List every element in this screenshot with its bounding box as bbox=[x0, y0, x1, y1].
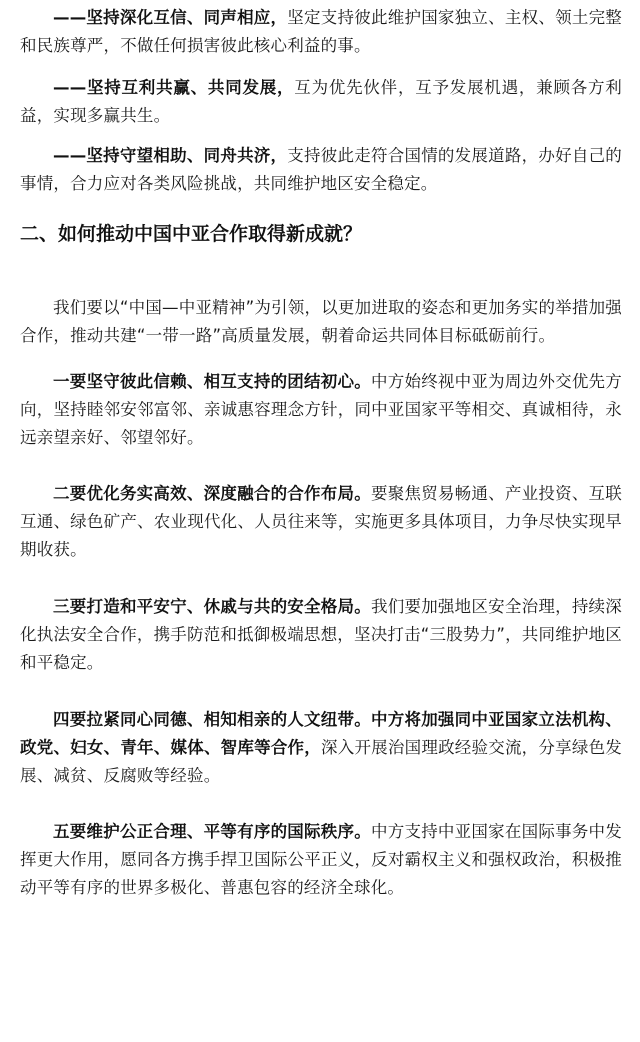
principle-paragraph-2 bbox=[20, 74, 622, 130]
principle-body-3: 支持彼此走符合国情的发展道路，办好自己的事情，合力应对各类风险挑战，共同维护地区安全稳定。 bbox=[20, 146, 623, 193]
measure-body-2: 要聚焦贸易畅通、产业投资、互联互通、绿色矿产、农业现代化、人员往来等，实施更多具体项目，力争尽快实现早期收获。 bbox=[20, 484, 622, 559]
principle-lead-2: ——坚持互利共赢、共同发展， bbox=[53, 78, 295, 97]
measure-body-4: 深入开展治国理政经验交流，分享绿色发展、减贫、反腐败等经验。 bbox=[20, 738, 622, 785]
measure-paragraph-3 bbox=[20, 593, 622, 677]
measure-body-1: 中方始终视中亚为周边外交优先方向，坚持睦邻安邻富邻、亲诚惠容理念方针，同中亚国家平等相交、真诚相待，永远亲望亲好、邻望邻好。 bbox=[20, 372, 622, 447]
principle-lead-1: ——坚持深化互信、同声相应， bbox=[53, 8, 288, 27]
measure-lead-5: 五要维护公正合理、平等有序的国际秩序。 bbox=[53, 822, 371, 841]
intro-paragraph: 我们要以“中国—中亚精神”为引领，以更加进取的姿态和更加务实的举措加强合作，推动共建“一带一路”高质量发展，朝着命运共同体目标砥砺前行。 bbox=[20, 298, 622, 345]
measure-lead-3: 三要打造和平安宁、休戚与共的安全格局。 bbox=[53, 597, 371, 616]
principle-lead-3: ——坚持守望相助、同舟共济， bbox=[53, 146, 288, 165]
measure-lead-2: 二要优化务实高效、深度融合的合作布局。 bbox=[53, 484, 371, 503]
principle-paragraph-3 bbox=[20, 142, 622, 198]
measure-paragraph-2 bbox=[20, 480, 622, 564]
measure-paragraph-5 bbox=[20, 818, 622, 902]
measure-lead-4: 四要拉紧同心同德、相知相亲的人文纽带。中方将加强同中亚国家立法机构、政党、妇女、青年、媒体、智库等合作， bbox=[20, 710, 622, 757]
principle-paragraph-1 bbox=[20, 4, 622, 60]
measure-paragraph-1 bbox=[20, 368, 622, 452]
principle-body-1: 坚定支持彼此维护国家独立、主权、领土完整和民族尊严，不做任何损害彼此核心利益的事。 bbox=[20, 8, 623, 55]
measure-lead-1: 一要坚守彼此信赖、相互支持的团结初心。 bbox=[53, 372, 371, 391]
principle-body-2: 互为优先伙伴，互予发展机遇，兼顾各方利益，实现多赢共生。 bbox=[20, 78, 622, 125]
section-heading: 二、如何推动中国中亚合作取得新成就？ bbox=[20, 223, 363, 245]
measure-body-3: 我们要加强地区安全治理，持续深化执法安全合作，携手防范和抵御极端思想，坚决打击“三股势力”，共同维护地区和平稳定。 bbox=[20, 597, 622, 672]
measure-paragraph-4 bbox=[20, 706, 622, 790]
measure-body-5: 中方支持中亚国家在国际事务中发挥更大作用，愿同各方携手捍卫国际公平正义，反对霸权主义和强权政治，积极推动平等有序的世界多极化、普惠包容的经济全球化。 bbox=[20, 822, 622, 897]
